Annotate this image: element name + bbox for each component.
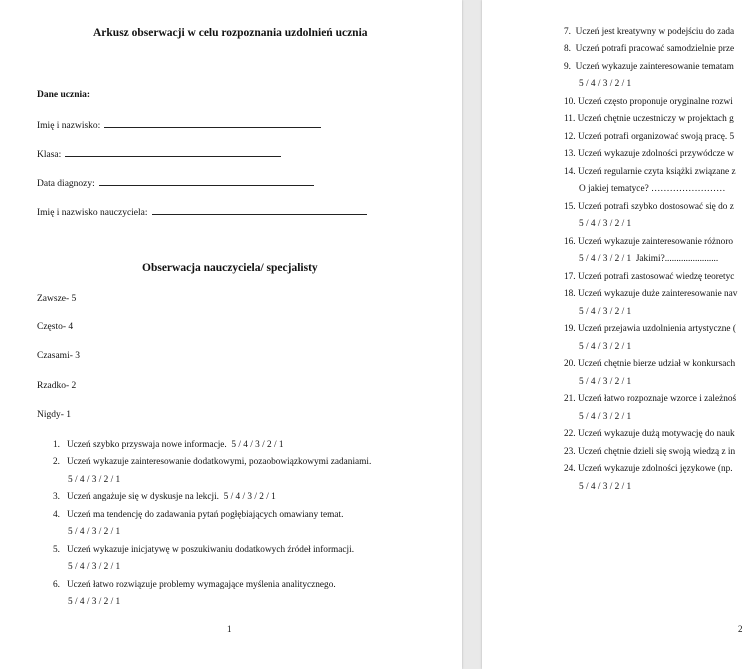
line-q23: 23. Uczeń chętnie dzieli się swoją wiedzą z in (564, 447, 736, 457)
line-q24: 24. Uczeń wykazuje zdolności językowe (np. (564, 464, 733, 474)
name-field-row (37, 118, 321, 131)
line-q15: 15. Uczeń potrafi szybko dostosować się do z (564, 202, 734, 212)
question-1: 1. Uczeń szybko przyswaja nowe informacje. 5 / 4 / 3 / 2 / 1 (53, 440, 284, 450)
question-5: 5. Uczeń wykazuje inicjatywę w poszukiwaniu dodatkowych źródeł informacji. (53, 545, 355, 555)
diagnosis-date-field-row (37, 176, 314, 189)
name-field-line[interactable] (104, 118, 321, 128)
line-q8: 8. Uczeń potrafi pracować samodzielnie prze (564, 44, 735, 54)
line-q19-scale: 5 / 4 / 3 / 2 / 1 (579, 342, 632, 352)
line-q20: 20. Uczeń chętnie bierze udział w konkursach (564, 359, 736, 369)
question-6: 6. Uczeń łatwo rozwiązuje problemy wymagające myślenia analitycznego. (53, 580, 336, 590)
diagnosis-date-field-label: Data diagnozy: (37, 179, 95, 189)
scale-rarely: Rzadko- 2 (37, 381, 77, 391)
teacher-name-field-line[interactable] (152, 205, 367, 215)
question-4: 4. Uczeń ma tendencję do zadawania pytań pogłębiających omawiany temat. (53, 510, 344, 520)
question-4-scale: 5 / 4 / 3 / 2 / 1 (68, 527, 121, 537)
line-q24-scale: 5 / 4 / 3 / 2 / 1 (579, 482, 632, 492)
diagnosis-date-field-line[interactable] (99, 176, 314, 186)
observation-heading: Obserwacja nauczyciela/ specjalisty (142, 262, 318, 274)
class-field-label: Klasa: (37, 150, 62, 160)
page-number: 1 (227, 624, 232, 634)
class-field-row (37, 147, 281, 160)
line-q20-scale: 5 / 4 / 3 / 2 / 1 (579, 377, 632, 387)
page-number: 2 (738, 624, 743, 634)
line-q12: 12. Uczeń potrafi organizować swoją pracę. 5 (564, 132, 735, 142)
line-q7: 7. Uczeń jest kreatywny w podejściu do zada (564, 27, 735, 37)
teacher-name-field-row (37, 205, 367, 218)
question-3: 3. Uczeń angażuje się w dyskusje na lekcji. 5 / 4 / 3 / 2 / 1 (53, 492, 276, 502)
scale-sometimes: Czasami- 3 (37, 351, 81, 361)
line-q18-scale: 5 / 4 / 3 / 2 / 1 (579, 307, 632, 317)
line-q18: 18. Uczeń wykazuje duże zainteresowanie nav (564, 289, 738, 299)
line-q19: 19. Uczeń przejawia uzdolnienia artystyczne ( (564, 324, 736, 334)
line-q15-scale: 5 / 4 / 3 / 2 / 1 (579, 219, 632, 229)
line-q17: 17. Uczeń potrafi zastosować wiedzę teoretyc (564, 272, 735, 282)
teacher-name-field-label: Imię i nazwisko nauczyciela: (37, 208, 148, 218)
line-q9: 9. Uczeń wykazuje zainteresowanie tematam (564, 62, 734, 72)
line-q14: 14. Uczeń regularnie czyta książki związane z (564, 167, 736, 177)
question-2: 2. Uczeń wykazuje zainteresowanie dodatkowymi, pozaobowiązkowymi zadaniami. (53, 457, 372, 467)
scale-never: Nigdy- 1 (37, 410, 72, 420)
scale-always: Zawsze- 5 (37, 294, 77, 304)
line-q11: 11. Uczeń chętnie uczestniczy w projektach g (564, 114, 734, 124)
line-q21: 21. Uczeń łatwo rozpoznaje wzorce i zależnoś (564, 394, 737, 404)
line-q16-scale: 5 / 4 / 3 / 2 / 1 Jakimi?....................... (579, 254, 719, 264)
document-page-2 (482, 0, 750, 669)
student-data-heading: Dane ucznia: (37, 90, 91, 100)
name-field-label: Imię i nazwisko: (37, 121, 101, 131)
line-q16: 16. Uczeń wykazuje zainteresowanie różnoro (564, 237, 734, 247)
line-q22: 22. Uczeń wykazuje dużą motywację do nauk (564, 429, 735, 439)
document-title: Arkusz obserwacji w celu rozpoznania uzdolnień ucznia (93, 27, 368, 39)
scale-often: Często- 4 (37, 322, 74, 332)
question-2-scale: 5 / 4 / 3 / 2 / 1 (68, 475, 121, 485)
line-q21-scale: 5 / 4 / 3 / 2 / 1 (579, 412, 632, 422)
line-q9-scale: 5 / 4 / 3 / 2 / 1 (579, 79, 632, 89)
line-q10: 10. Uczeń często proponuje oryginalne rozwi (564, 97, 733, 107)
question-5-scale: 5 / 4 / 3 / 2 / 1 (68, 562, 121, 572)
line-q13: 13. Uczeń wykazuje zdolności przywódcze w (564, 149, 734, 159)
class-field-line[interactable] (65, 147, 281, 157)
question-6-scale: 5 / 4 / 3 / 2 / 1 (68, 597, 121, 607)
line-q14-topic: O jakiej tematyce? …………………… (579, 184, 726, 194)
